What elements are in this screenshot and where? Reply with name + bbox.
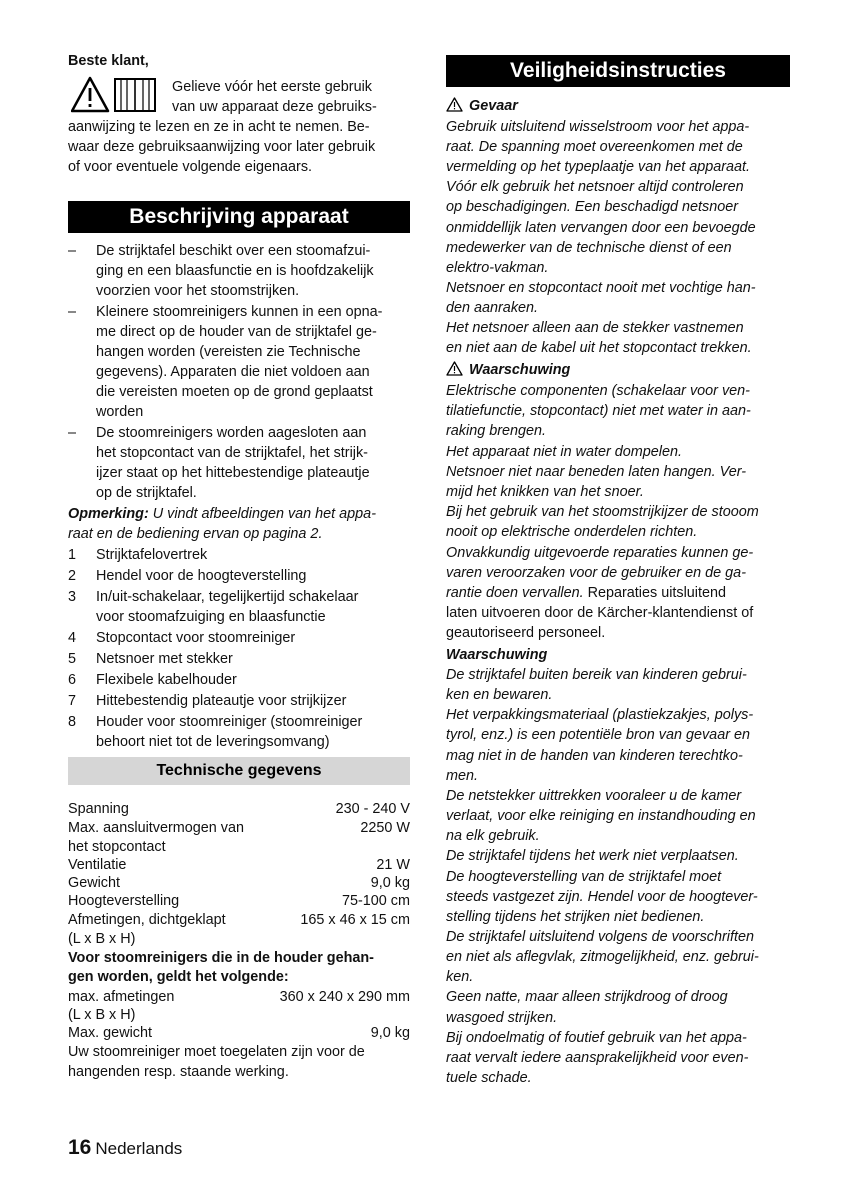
section-heading-technical: Technische gegevens bbox=[68, 757, 410, 785]
list-item-line: voor stoomafzuiging en blaasfunctie bbox=[96, 609, 326, 625]
section-heading-safety: Veiligheidsinstructies bbox=[446, 55, 790, 87]
spec-value: 165 x 46 x 15 cm bbox=[300, 912, 410, 928]
warning-text-line: geautoriseerd personeel. bbox=[446, 625, 606, 641]
body-text-line: De netstekker uittrekken vooraleer u de kamer bbox=[446, 787, 742, 804]
body-text-line: Het apparaat niet in water dompelen. bbox=[446, 443, 682, 460]
body-text-line: tilatiefunctie, stopcontact) niet met water in aan- bbox=[446, 403, 751, 420]
body-text-line: den aanraken. bbox=[446, 299, 539, 316]
body-text-line: Gebruik uitsluitend wisselstroom voor het appa- bbox=[446, 119, 750, 135]
body-text-line: op beschadigingen. Een beschadigd netsnoer bbox=[446, 199, 739, 216]
body-text-line: De hoogteverstelling van de strijktafel moet bbox=[446, 868, 722, 885]
body-text-line: Netsnoer niet naar beneden laten hangen. Ver- bbox=[446, 463, 747, 480]
body-text-line: wasgoed strijken. bbox=[446, 1009, 558, 1026]
body-text-line: raat vervalt iedere aansprakelijkheid voor even- bbox=[446, 1049, 749, 1066]
body-text-line: onmiddellijk laten vervangen door een bevoegde bbox=[446, 219, 756, 236]
body-text-line: men. bbox=[446, 767, 478, 784]
section-heading-description: Beschrijving apparaat bbox=[68, 201, 410, 233]
spec-label: (L x B x H) bbox=[68, 931, 136, 947]
greeting: Beste klant, bbox=[68, 53, 149, 69]
item-number: 3 bbox=[68, 589, 77, 605]
body-text-line: Bij het gebruik van het stoomstrijkijzer de stooom bbox=[446, 504, 759, 521]
body-text-line: raat. De spanning moet overeenkomen met de bbox=[446, 139, 743, 156]
warning-triangle-icon bbox=[446, 361, 463, 376]
spec-value: 360 x 240 x 290 mm bbox=[279, 989, 410, 1005]
list-item-line: Strijktafelovertrek bbox=[96, 547, 208, 563]
body-text-line: tuele schade. bbox=[446, 1070, 532, 1086]
list-item-line: voorzien voor het stoomstrijken. bbox=[96, 283, 300, 299]
body-text-line: varen veroorzaken voor de gebruiker en de ga- bbox=[446, 564, 746, 581]
body-text-line: na elk gebruik. bbox=[446, 828, 540, 845]
body-text-line: De strijktafel uitsluitend volgens de voorschriften bbox=[446, 928, 754, 945]
list-item-line: Houder voor stoomreiniger (stoomreiniger bbox=[96, 714, 363, 730]
spec-label: het stopcontact bbox=[68, 839, 166, 855]
intro-line: waar deze gebruiksaanwijzing voor later gebruik bbox=[68, 139, 376, 155]
body-text-line: De strijktafel tijdens het werk niet verplaatsen. bbox=[446, 848, 739, 865]
list-item-line: ging en een blaasfunctie en is hoofdzakelijk bbox=[96, 263, 374, 279]
body-text-line: Vóór elk gebruik het netsnoer altijd controleren bbox=[446, 179, 744, 196]
intro-line: of voor eventuele volgende eigenaars. bbox=[68, 159, 313, 175]
warning-text-italic: rantie doen vervallen. bbox=[446, 585, 584, 601]
list-item-line: hangen worden (vereisten zie Technische bbox=[96, 344, 361, 360]
intro-line: Gelieve vóór het eerste gebruik bbox=[172, 79, 372, 95]
list-item-line: die vereisten moeten op de grond geplaatst bbox=[96, 384, 373, 400]
body-text-line: en niet aan de kabel uit het stopcontact trekken. bbox=[446, 340, 752, 357]
body-text-line: en niet als aflegvlak, zitmogelijkheid, enz. gebrui- bbox=[446, 949, 759, 966]
warning-read-manual-icon bbox=[71, 76, 157, 114]
item-number: 2 bbox=[68, 568, 77, 584]
hanging-requirements-heading: gen worden, geldt het volgende: bbox=[68, 969, 289, 985]
body-text-line: Elektrische componenten (schakelaar voor ven- bbox=[446, 383, 750, 399]
list-item-line: In/uit-schakelaar, tegelijkertijd schakelaar bbox=[96, 589, 359, 605]
spec-value: 21 W bbox=[376, 857, 410, 873]
dash-marker: – bbox=[68, 304, 77, 320]
hanging-requirements-heading: Voor stoomreinigers die in de houder gehan- bbox=[68, 950, 374, 966]
warning-text-line: laten uitvoeren door de Kärcher-klantendienst of bbox=[446, 605, 754, 621]
warning-text-plain: Reparaties uitsluitend bbox=[583, 585, 726, 601]
dash-marker: – bbox=[68, 425, 77, 441]
warning-title: Waarschuwing bbox=[469, 362, 571, 378]
item-number: 1 bbox=[68, 547, 77, 563]
body-text: Uw stoomreiniger moet toegelaten zijn voor de bbox=[68, 1044, 365, 1060]
body-text-line: Het netsnoer alleen aan de stekker vastnemen bbox=[446, 320, 744, 336]
list-item-line: Stopcontact voor stoomreiniger bbox=[96, 630, 296, 646]
spec-label: max. afmetingen bbox=[68, 989, 175, 1005]
warning-triangle-icon bbox=[446, 97, 463, 112]
body-text-line: Het verpakkingsmateriaal (plastiekzakjes, polys- bbox=[446, 707, 754, 724]
list-item-line: Hendel voor de hoogteverstelling bbox=[96, 568, 307, 584]
list-item-line: ijzer staat op het hittebestendige plateautje bbox=[96, 465, 370, 481]
list-item-line: De strijktafel beschikt over een stoomafzui- bbox=[96, 243, 371, 259]
body-text-line: Geen natte, maar alleen strijkdroog of droog bbox=[446, 989, 728, 1006]
body-text-line: ken. bbox=[446, 969, 474, 986]
spec-label: Spanning bbox=[68, 801, 129, 817]
list-item-line: worden bbox=[96, 404, 144, 420]
item-number: 6 bbox=[68, 672, 77, 688]
body-text-line: mag niet in de handen van kinderen terechtko- bbox=[446, 747, 743, 764]
warning-2-title: Waarschuwing bbox=[446, 647, 548, 663]
spec-label: Hoogteverstelling bbox=[68, 893, 180, 909]
note-text: raat en de bediening ervan op pagina 2. bbox=[68, 526, 323, 542]
intro-line: van uw apparaat deze gebruiks- bbox=[172, 99, 377, 115]
spec-label: Max. aansluitvermogen van bbox=[68, 820, 244, 836]
item-number: 5 bbox=[68, 651, 77, 667]
intro-line: aanwijzing te lezen en ze in acht te nemen. Be- bbox=[68, 119, 370, 135]
body-text-line: Netsnoer en stopcontact nooit met vochtige han- bbox=[446, 279, 756, 296]
spec-label: (L x B x H) bbox=[68, 1007, 136, 1023]
note-label: Opmerking: bbox=[68, 506, 149, 522]
list-item-line: op de strijktafel. bbox=[96, 485, 197, 501]
dash-marker: – bbox=[68, 243, 77, 259]
list-item-line: het stopcontact van de strijktafel, het strijk- bbox=[96, 445, 368, 461]
body-text-line: elektro-vakman. bbox=[446, 259, 549, 276]
list-item-line: behoort niet tot de leveringsomvang) bbox=[96, 734, 330, 750]
body-text-line: ken en bewaren. bbox=[446, 687, 553, 704]
warning-text-line bbox=[446, 583, 726, 603]
spec-label: Afmetingen, dichtgeklapt bbox=[68, 912, 226, 928]
spec-value: 75-100 cm bbox=[342, 893, 410, 909]
danger-title: Gevaar bbox=[469, 98, 518, 114]
spec-value: 9,0 kg bbox=[370, 1025, 410, 1041]
list-item-line: Flexibele kabelhouder bbox=[96, 672, 237, 688]
list-item-line: me direct op de houder van de strijktafel ge- bbox=[96, 324, 377, 340]
list-item-line: De stoomreinigers worden aagesloten aan bbox=[96, 425, 367, 441]
spec-label: Gewicht bbox=[68, 875, 120, 891]
list-item-line: Hittebestendig plateautje voor strijkijzer bbox=[96, 693, 347, 709]
spec-value: 9,0 kg bbox=[370, 875, 410, 891]
body-text-line: verlaat, voor elke reiniging en instandhouding en bbox=[446, 808, 756, 825]
note-text: U vindt afbeeldingen van het appa- bbox=[148, 506, 376, 522]
danger-heading bbox=[446, 96, 518, 116]
body-text-line: stelling tijdens het strijken niet bedienen. bbox=[446, 908, 705, 925]
footer-language: Nederlands bbox=[95, 1139, 183, 1158]
item-number: 7 bbox=[68, 693, 77, 709]
body-text-line: tyrol, enz.) is een potentiële bron van gevaar en bbox=[446, 727, 750, 744]
page-footer bbox=[68, 1136, 182, 1160]
page-number: 16 bbox=[68, 1136, 92, 1159]
spec-value: 2250 W bbox=[360, 820, 410, 836]
body-text-line: nooit op elektrische onderdelen richten. bbox=[446, 524, 698, 541]
warning-heading bbox=[446, 360, 570, 380]
body-text: hangenden resp. staande werking. bbox=[68, 1064, 289, 1080]
body-text-line: Onvakkundig uitgevoerde reparaties kunnen ge- bbox=[446, 544, 754, 561]
body-text-line: medewerker van de technische dienst of een bbox=[446, 239, 732, 256]
spec-value: 230 - 240 V bbox=[335, 801, 410, 817]
spec-label: Max. gewicht bbox=[68, 1025, 152, 1041]
body-text-line: Bij ondoelmatig of foutief gebruik van het appa- bbox=[446, 1029, 747, 1046]
body-text-line: vermelding op het typeplaatje van het apparaat. bbox=[446, 159, 751, 176]
body-text-line: raking brengen. bbox=[446, 423, 547, 440]
list-item-line: gegevens). Apparaten die niet voldoen aan bbox=[96, 364, 370, 380]
body-text-line: De strijktafel buiten bereik van kinderen gebrui- bbox=[446, 667, 747, 683]
body-text-line: steeds vastgezet zijn. Hendel voor de hoogtever- bbox=[446, 888, 758, 905]
item-number: 4 bbox=[68, 630, 77, 646]
note bbox=[68, 504, 376, 524]
body-text-line: mijd het knikken van het snoer. bbox=[446, 484, 644, 500]
spec-label: Ventilatie bbox=[68, 857, 127, 873]
list-item-line: Netsnoer met stekker bbox=[96, 651, 233, 667]
list-item-line: Kleinere stoomreinigers kunnen in een opna- bbox=[96, 304, 383, 320]
item-number: 8 bbox=[68, 714, 77, 730]
